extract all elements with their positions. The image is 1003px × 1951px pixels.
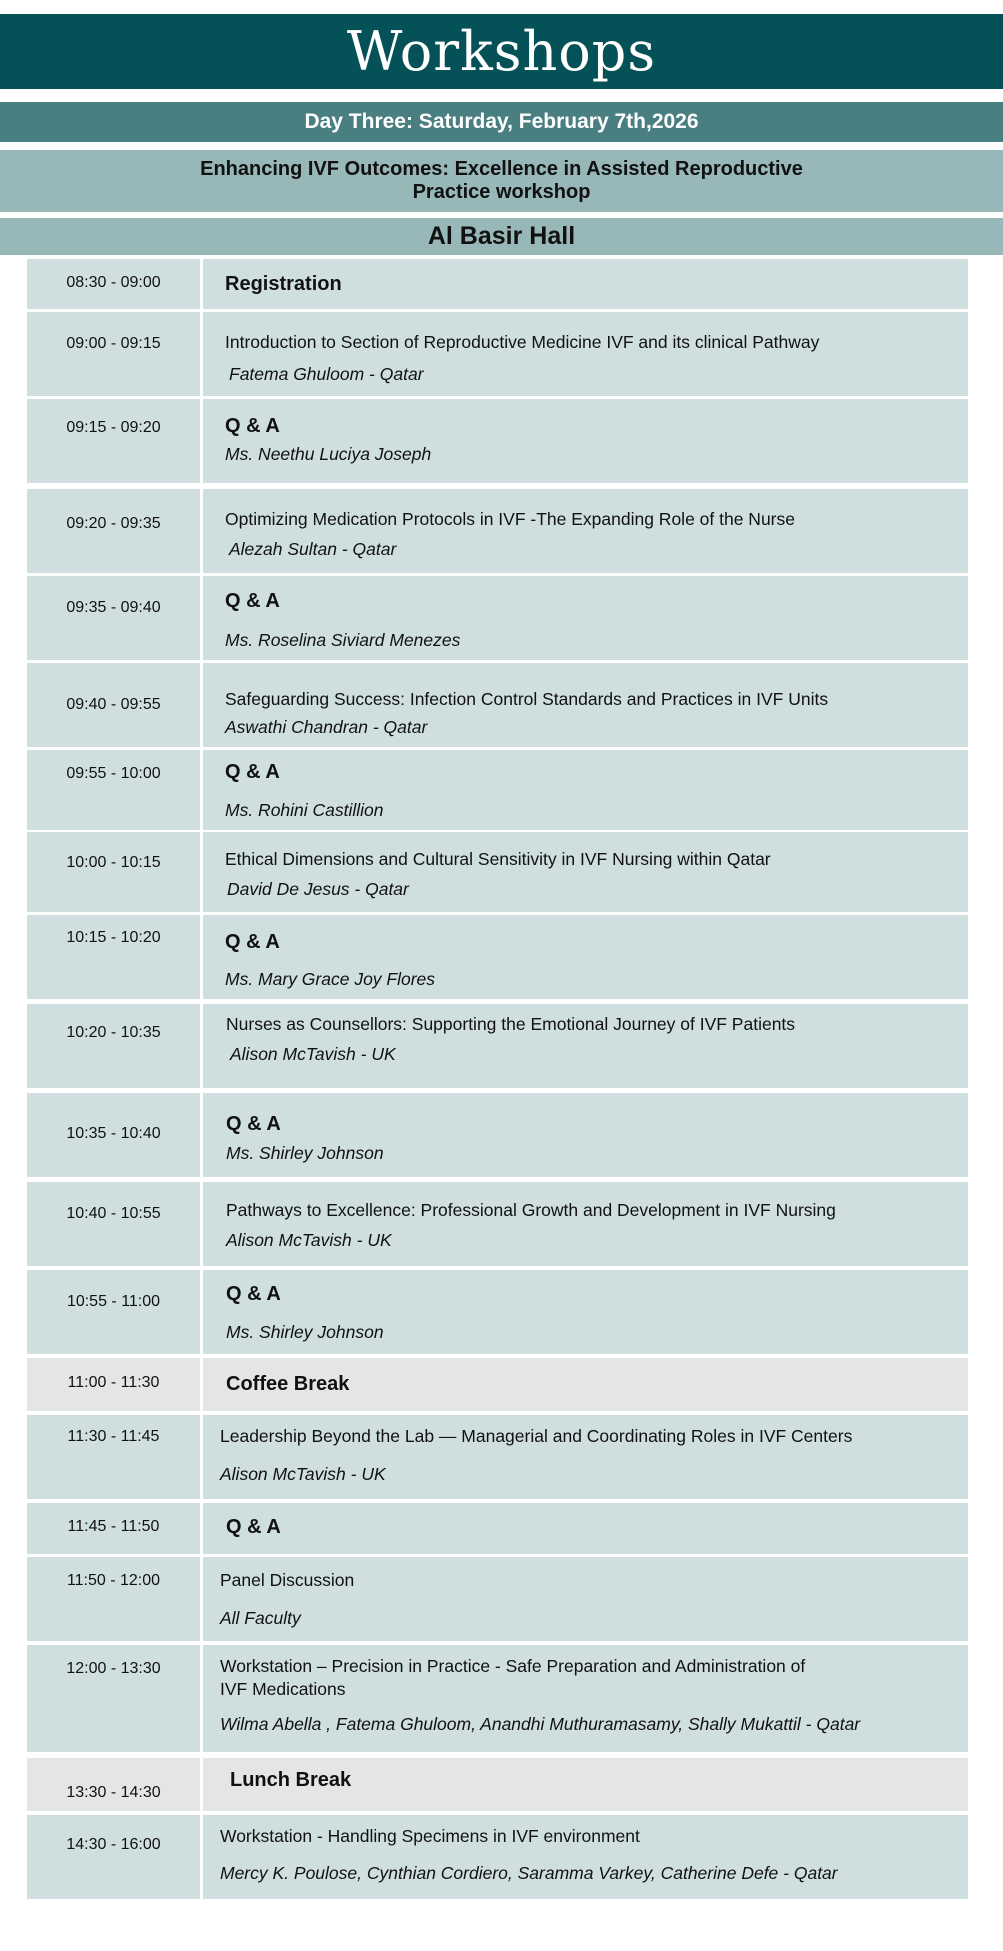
- session-title: Pathways to Excellence: Professional Growth and Development in IVF Nursing: [226, 1200, 836, 1220]
- time-cell: [27, 489, 200, 573]
- schedule-row: [27, 1415, 968, 1499]
- time-label: 10:20 - 10:35: [66, 1024, 161, 1041]
- session-title: Q & A: [225, 761, 280, 783]
- time-cell: [27, 1645, 200, 1752]
- schedule-row: [27, 1815, 968, 1899]
- session-speaker: Ms. Rohini Castillion: [225, 800, 384, 820]
- session-title-line2: IVF Medications: [220, 1679, 346, 1699]
- schedule-row: [27, 750, 968, 830]
- time-label: 10:15 - 10:20: [66, 929, 161, 946]
- session-speaker: All Faculty: [220, 1608, 301, 1628]
- session-cell: [203, 489, 968, 573]
- session-cell: [203, 1415, 968, 1499]
- time-cell: [27, 576, 200, 660]
- session-title: Q & A: [225, 415, 280, 437]
- time-label: 09:15 - 09:20: [66, 419, 161, 436]
- time-cell: [27, 832, 200, 912]
- session-title: Ethical Dimensions and Cultural Sensitivity in IVF Nursing within Qatar: [225, 849, 771, 869]
- schedule-row: [27, 1093, 968, 1177]
- schedule-row: [27, 1270, 968, 1354]
- time-label: 09:35 - 09:40: [66, 599, 161, 616]
- time-label: 14:30 - 16:00: [66, 1836, 161, 1853]
- session-title: Nurses as Counsellors: Supporting the Emotional Journey of IVF Patients: [226, 1014, 796, 1034]
- session-cell: [203, 1270, 968, 1354]
- time-cell: [27, 663, 200, 747]
- session-speaker: Aswathi Chandran - Qatar: [225, 717, 428, 737]
- session-speaker: Ms. Shirley Johnson: [226, 1322, 384, 1342]
- session-cell: [203, 1815, 968, 1899]
- session-cell: [203, 1004, 968, 1088]
- time-label: 10:00 - 10:15: [66, 854, 161, 871]
- time-label: 12:00 - 13:30: [66, 1660, 161, 1677]
- time-cell: [27, 259, 200, 309]
- time-cell: [27, 1503, 200, 1554]
- session-cell: [203, 1503, 968, 1554]
- session-title: Q & A: [226, 1283, 281, 1305]
- schedule-row: [27, 832, 968, 912]
- session-title: Q & A: [226, 1516, 281, 1538]
- session-speaker: Mercy K. Poulose, Cynthian Cordiero, Saramma Varkey, Catherine Defe - Qatar: [220, 1863, 838, 1883]
- workshop-title-line2: Practice workshop: [412, 181, 591, 203]
- session-title: Workstation – Precision in Practice - Safe Preparation and Administration of: [220, 1656, 806, 1676]
- session-cell: [203, 663, 968, 747]
- session-cell: [203, 750, 968, 830]
- session-title: Registration: [225, 273, 342, 295]
- time-cell: [27, 915, 200, 999]
- session-speaker: Wilma Abella , Fatema Ghuloom, Anandhi Muthuramasamy, Shally Mukattil - Qatar: [220, 1714, 861, 1734]
- session-cell: [203, 1093, 968, 1177]
- session-title: Coffee Break: [226, 1373, 350, 1395]
- schedule-row: [27, 489, 968, 573]
- schedule-row: [27, 312, 968, 396]
- schedule-row: [27, 1645, 968, 1752]
- time-cell: [27, 1270, 200, 1354]
- schedule-row: [27, 576, 968, 660]
- session-cell: [203, 832, 968, 912]
- session-title: Lunch Break: [230, 1769, 352, 1791]
- time-cell: [27, 399, 200, 483]
- time-label: 10:40 - 10:55: [66, 1205, 161, 1222]
- session-speaker: David De Jesus - Qatar: [227, 879, 409, 899]
- day-banner: Day Three: Saturday, February 7th,2026: [0, 102, 1003, 142]
- time-cell: [27, 1815, 200, 1899]
- schedule-row: [27, 1557, 968, 1641]
- time-label: 11:45 - 11:50: [67, 1518, 160, 1535]
- session-cell: [203, 1182, 968, 1266]
- session-speaker: Alison McTavish - UK: [230, 1044, 396, 1064]
- session-speaker: Ms. Neethu Luciya Joseph: [225, 444, 432, 464]
- session-title: Q & A: [225, 590, 280, 612]
- session-cell: [203, 259, 968, 309]
- session-title: Workstation - Handling Specimens in IVF environment: [220, 1826, 640, 1846]
- session-title: Leadership Beyond the Lab — Managerial and Coordinating Roles in IVF Centers: [220, 1426, 853, 1446]
- time-label: 11:50 - 12:00: [66, 1572, 161, 1589]
- time-label: 09:20 - 09:35: [66, 515, 161, 532]
- session-speaker: Ms. Roselina Siviard Menezes: [225, 630, 461, 650]
- schedule-row: [27, 259, 968, 309]
- schedule-row: [27, 663, 968, 747]
- time-cell: [27, 750, 200, 830]
- session-cell: [203, 399, 968, 483]
- time-label: 09:40 - 09:55: [66, 696, 161, 713]
- session-speaker: Fatema Ghuloom - Qatar: [229, 364, 424, 384]
- schedule-row: [27, 1503, 968, 1554]
- schedule-row-break: [27, 1358, 968, 1411]
- schedule-row-break: [27, 1758, 968, 1811]
- session-speaker: Ms. Mary Grace Joy Flores: [225, 969, 436, 989]
- time-cell: [27, 1358, 200, 1411]
- time-label: 09:55 - 10:00: [66, 765, 161, 782]
- time-label: 13:30 - 14:30: [66, 1784, 161, 1801]
- schedule-row: [27, 1004, 968, 1088]
- schedule-row: [27, 915, 968, 999]
- session-title: Panel Discussion: [220, 1570, 355, 1590]
- session-title: Q & A: [226, 1113, 281, 1135]
- time-cell: [27, 1415, 200, 1499]
- time-label: 10:55 - 11:00: [66, 1293, 161, 1310]
- session-title: Optimizing Medication Protocols in IVF -The Expanding Role of the Nurse: [225, 509, 795, 529]
- time-label: 11:00 - 11:30: [67, 1374, 160, 1391]
- schedule-row: [27, 1182, 968, 1266]
- page-title: Workshops: [0, 14, 1003, 89]
- time-cell: [27, 1004, 200, 1088]
- session-title: Introduction to Section of Reproductive Medicine IVF and its clinical Pathway: [225, 332, 820, 352]
- session-title: Q & A: [225, 931, 280, 953]
- session-title: Safeguarding Success: Infection Control Standards and Practices in IVF Units: [225, 689, 829, 709]
- time-cell: [27, 1093, 200, 1177]
- session-cell: [203, 1358, 968, 1411]
- session-cell: [203, 1645, 968, 1752]
- session-cell: [203, 576, 968, 660]
- time-cell: [27, 1182, 200, 1266]
- session-cell: [203, 1758, 968, 1811]
- time-cell: [27, 1557, 200, 1641]
- workshop-title-banner: [0, 150, 1003, 212]
- session-speaker: Alezah Sultan - Qatar: [229, 539, 397, 559]
- time-cell: [27, 312, 200, 396]
- time-label: 10:35 - 10:40: [66, 1125, 161, 1142]
- session-cell: [203, 312, 968, 396]
- schedule-row: [27, 399, 968, 483]
- hall-banner: Al Basir Hall: [0, 218, 1003, 255]
- time-cell: [27, 1758, 200, 1811]
- session-cell: [203, 1557, 968, 1641]
- session-cell: [203, 915, 968, 999]
- session-speaker: Alison McTavish - UK: [226, 1230, 392, 1250]
- time-label: 08:30 - 09:00: [66, 274, 161, 291]
- time-label: 09:00 - 09:15: [66, 335, 161, 352]
- session-speaker: Alison McTavish - UK: [220, 1464, 386, 1484]
- time-label: 11:30 - 11:45: [67, 1428, 160, 1445]
- session-speaker: Ms. Shirley Johnson: [226, 1143, 384, 1163]
- workshop-title-line1: Enhancing IVF Outcomes: Excellence in Assisted Reproductive: [200, 158, 803, 180]
